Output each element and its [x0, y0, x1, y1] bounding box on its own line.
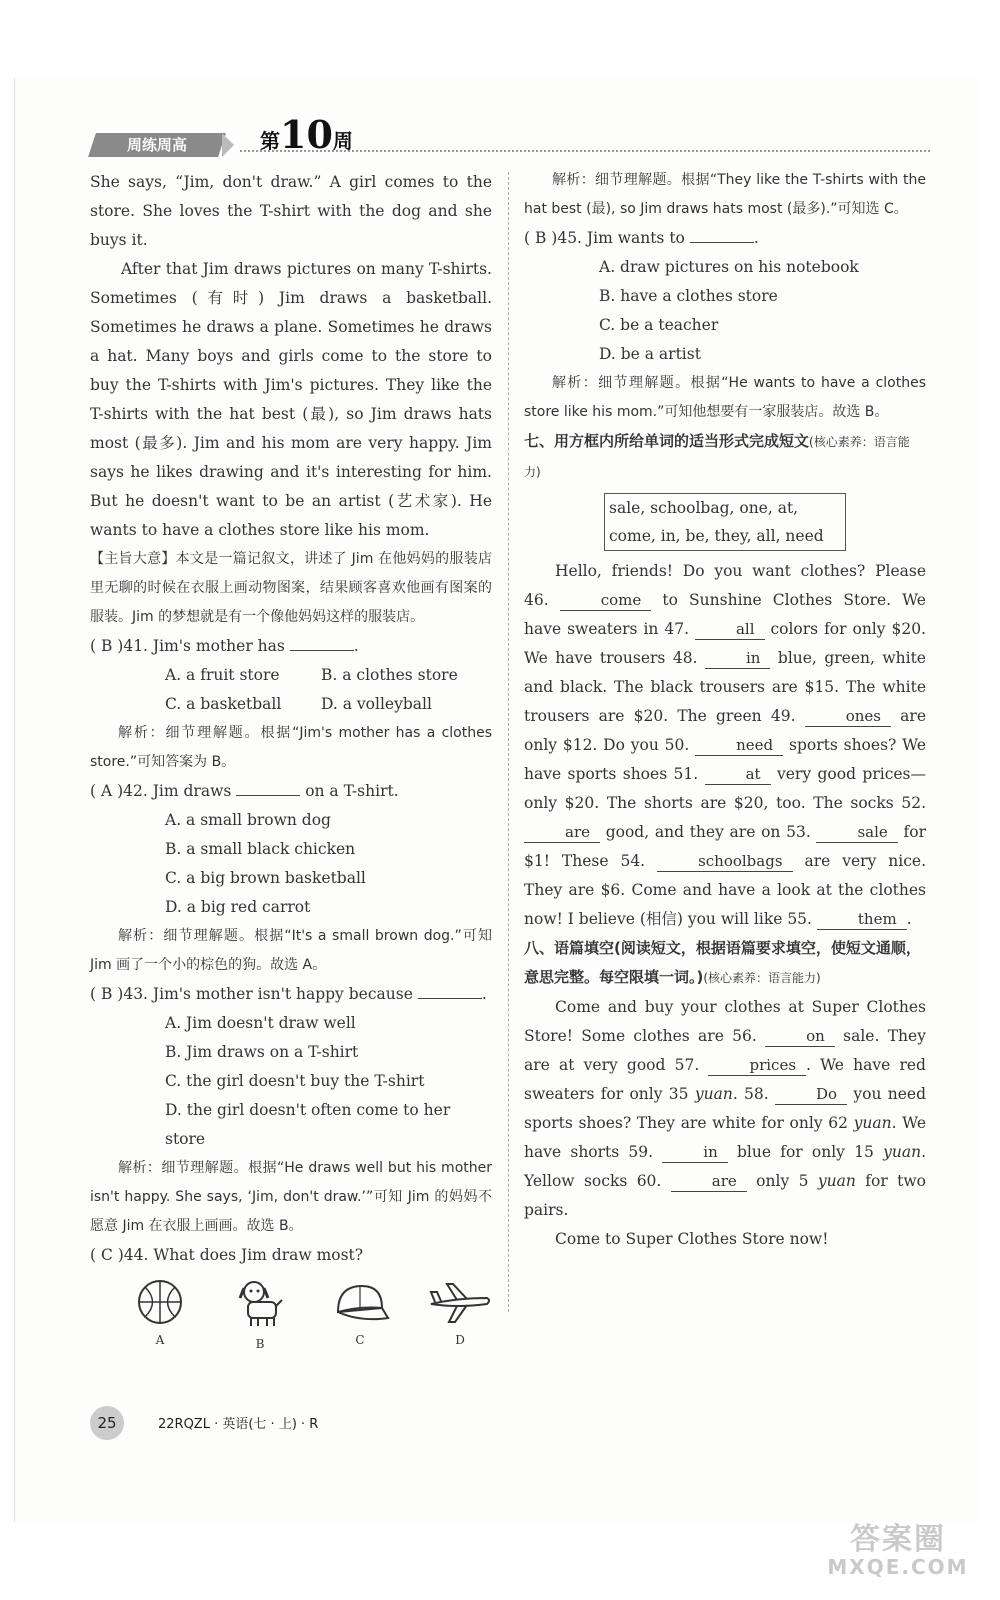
question-41: ( B )41. Jim's mother has .: [90, 637, 359, 655]
q42-option-a: A. a small brown dog: [165, 811, 331, 829]
q41-options-cd: C. a basketball D. a volleyball: [165, 695, 432, 713]
book-code: 22RQZL · 英语(七 · 上) · R: [158, 1417, 319, 1432]
q45-option-a: A. draw pictures on his notebook: [599, 258, 859, 276]
week-title: 第10周: [260, 112, 353, 157]
section-8-closing: Come to Super Clothes Store now!: [555, 1230, 829, 1248]
airplane-icon: [427, 1278, 493, 1326]
q41-options-ab: A. a fruit store B. a clothes store: [165, 666, 458, 684]
q43-explanation: 解析：细节理解题。根据“He draws well but his mother isn't happy. She says, ‘Jim, don't draw.’”可知 Jim 的妈妈不愿意 Jim 在衣服上画画。故选 B。: [90, 1160, 492, 1234]
page-number: 25: [90, 1406, 124, 1440]
passage-paragraph-1: She says, “Jim, don't draw.” A girl comes to the store. She loves the T-shirt with the dog and she buys it.: [90, 173, 492, 249]
q43-option-a: A. Jim doesn't draw well: [165, 1014, 356, 1032]
dog-icon: [234, 1278, 286, 1330]
q43-option-d: D. the girl doesn't often come to her store: [165, 1101, 451, 1148]
q42-option-b: B. a small black chicken: [165, 840, 356, 858]
q42-option-c: C. a big brown basketball: [165, 869, 366, 887]
question-42: ( A )42. Jim draws on a T-shirt.: [90, 782, 399, 800]
q45-option-b: B. have a clothes store: [599, 287, 778, 305]
question-45: ( B )45. Jim wants to .: [524, 229, 759, 247]
cap-icon: [330, 1278, 390, 1326]
q43-option-b: B. Jim draws on a T-shirt: [165, 1043, 359, 1061]
watermark-logo: 答案圈 MXQE.COM: [827, 1522, 969, 1579]
q43-option-c: C. the girl doesn't buy the T-shirt: [165, 1072, 425, 1090]
q44-pic-c: C: [330, 1278, 390, 1359]
header-tag: 周练周高: [88, 133, 226, 157]
question-44: ( C )44. What does Jim draw most?: [90, 1246, 364, 1264]
header-arrow-icon: [222, 133, 234, 157]
word-box: sale, schoolbag, one, at, come, in, be, they, all, need: [604, 493, 846, 551]
question-43: ( B )43. Jim's mother isn't happy because .: [90, 985, 487, 1003]
summary: 【主旨大意】本文是一篇记叙文，讲述了 Jim 在他妈妈的服装店里无聊的时候在衣服上画动物图案，结果顾客喜欢他画有图案的服装。Jim 的梦想就是有一个像他妈妈这样的服装店。: [90, 551, 492, 625]
q45-option-c: C. be a teacher: [599, 316, 719, 334]
section-7-passage: Hello, friends! Do you want clothes? Please 46. come to Sunshine Clothes Store. We have sweaters in 47. all colors for only $20. We have trousers 48. in blue, green, white and black. The black trousers are $15. The white trousers are $20. The green 49. ones are only $12. Do you 50. need sports shoes? We have sports shoes 51. at very good prices—only $20. The shorts are $20, too. The socks 52. are good, and they are on 53. sale for $1! These 54. schoolbags are very nice. They are $6. Come and have a look at the clothes now! I believe (相信) you will like 55. them .: [524, 562, 927, 928]
q45-option-d: D. be a artist: [599, 345, 701, 363]
column-divider: [508, 172, 509, 1312]
q44-pic-b: B: [230, 1278, 290, 1359]
q42-explanation: 解析：细节理解题。根据“It's a small brown dog.”可知 Jim 画了一个小的棕色的狗。故选 A。: [90, 928, 492, 973]
basketball-icon: [134, 1278, 186, 1326]
passage-paragraph-2: After that Jim draws pictures on many T-shirts. Sometimes (有时) Jim draws a basketball. Sometimes he draws a plane. Sometimes he draws a hat. Many boys and girls come to the store to buy the T-shirts with Jim's pictures. They like the T-shirts with the hat best (最), so Jim draws hats most (最多). Jim and his mom are very happy. Jim says he likes drawing and it's interesting for him. But he doesn't want to be an artist (艺术家). He wants to have a clothes store like his mom.: [90, 260, 492, 539]
q45-explanation: 解析：细节理解题。根据“He wants to have a clothes store like his mom.”可知他想要有一家服装店。故选 B。: [524, 375, 926, 420]
q41-explanation: 解析：细节理解题。根据“Jim's mother has a clothes store.”可知答案为 B。: [90, 725, 492, 770]
q44-pictures: [90, 1278, 492, 1359]
q44-pic-d: D: [430, 1278, 490, 1359]
left-column: [90, 168, 492, 1359]
q44-explanation: 解析：细节理解题。根据“They like the T-shirts with the hat best (最), so Jim draws hats most (最多).”可知选 C。: [524, 172, 926, 217]
q42-option-d: D. a big red carrot: [165, 898, 311, 916]
q44-pic-a: A: [130, 1278, 190, 1359]
section-8-passage: Come and buy your clothes at Super Clothes Store! Some clothes are 56. on sale. They are at very good 57. prices . We have red sweaters for only 35 yuan. 58. Do you need sports shoes? They are white for only 62 yuan. We have shorts 59. in blue for only 15 yuan. Yellow socks 60. are only 5 yuan for two pairs.: [524, 998, 927, 1219]
header-rule: [240, 150, 930, 152]
section-7-title: 七、用方框内所给单词的适当形式完成短文(核心素养：语言能力): [524, 432, 910, 479]
right-column: [524, 166, 926, 1254]
section-8-title: 八、语篇填空(阅读短文，根据语篇要求填空，使短文通顺，意思完整。每空限填一词。)(核心素养：语言能力): [524, 939, 921, 986]
